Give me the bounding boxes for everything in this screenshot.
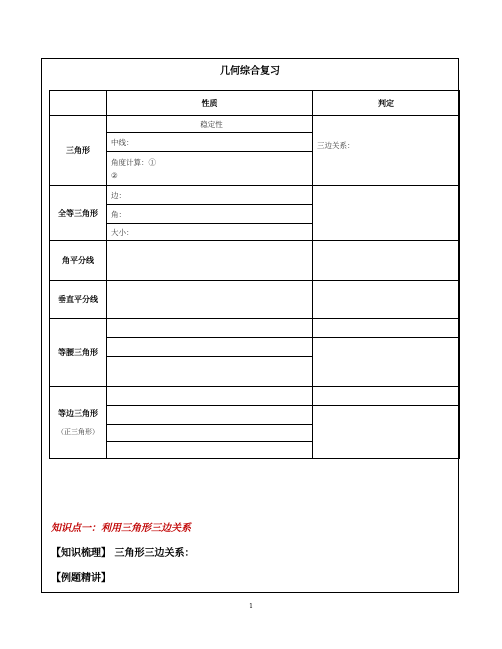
- equilateral-sublabel: （正三角形）: [57, 428, 99, 436]
- perp-bisector-judgement: [313, 281, 460, 319]
- row-label-equilateral: [50, 387, 107, 459]
- congruent-judgement: [313, 186, 460, 241]
- isosceles-property-2: [107, 338, 313, 357]
- table-row: [50, 116, 460, 133]
- equilateral-property-4: [107, 442, 313, 459]
- table-row: [50, 406, 460, 425]
- geometry-review-table: [49, 90, 460, 459]
- congruent-angle: 角：: [107, 205, 313, 224]
- table-row: [50, 186, 460, 205]
- examples-heading: 【例题精讲】: [51, 573, 111, 584]
- triangle-stability: 稳定性: [107, 116, 313, 133]
- perp-bisector-property: [107, 281, 313, 319]
- table-row: [50, 387, 460, 406]
- equilateral-property-1: [107, 387, 313, 406]
- row-label-perp-bisector: 垂直平分线: [50, 281, 107, 319]
- equilateral-property-3: [107, 425, 313, 442]
- bisector-property: [107, 241, 313, 281]
- header-judgement: 判定: [313, 91, 460, 116]
- angle-calc-line-1: 角度计算：①: [111, 158, 156, 167]
- row-label-isosceles: 等腰三角形: [50, 319, 107, 387]
- triangle-judgement: 三边关系：: [313, 116, 460, 186]
- isosceles-judgement-1: [313, 319, 460, 338]
- triangle-angle-calc: [107, 152, 313, 186]
- knowledge-review-heading: 【知识梳理】 三角形三边关系：: [51, 548, 195, 559]
- equilateral-property-2: [107, 406, 313, 425]
- header-row: [50, 91, 460, 116]
- table-row: [50, 241, 460, 281]
- table-row: [50, 319, 460, 338]
- page-title: 几何综合复习: [220, 66, 280, 77]
- equilateral-judgement-2: [313, 406, 460, 459]
- isosceles-judgement-2: [313, 338, 460, 387]
- congruent-size: 大小：: [107, 224, 313, 241]
- knowledge-point-heading: 知识点一：利用三角形三边关系: [51, 523, 191, 534]
- bisector-judgement: [313, 241, 460, 281]
- row-label-triangle: 三角形: [50, 116, 107, 186]
- row-label-congruent: 全等三角形: [50, 186, 107, 241]
- header-property: 性质: [107, 91, 313, 116]
- triangle-median: 中线：: [107, 133, 313, 152]
- header-blank-cell: [50, 91, 107, 116]
- row-label-bisector: 角平分线: [50, 241, 107, 281]
- table-row: [50, 281, 460, 319]
- isosceles-property-3: [107, 357, 313, 387]
- angle-calc-line-2: ②: [111, 171, 118, 180]
- table-row: [50, 338, 460, 357]
- isosceles-property-1: [107, 319, 313, 338]
- outer-frame: [41, 58, 459, 593]
- equilateral-label: 等边三角形: [58, 409, 98, 418]
- congruent-side: 边：: [107, 186, 313, 205]
- page-number: 1: [249, 603, 253, 610]
- equilateral-judgement-1: [313, 387, 460, 406]
